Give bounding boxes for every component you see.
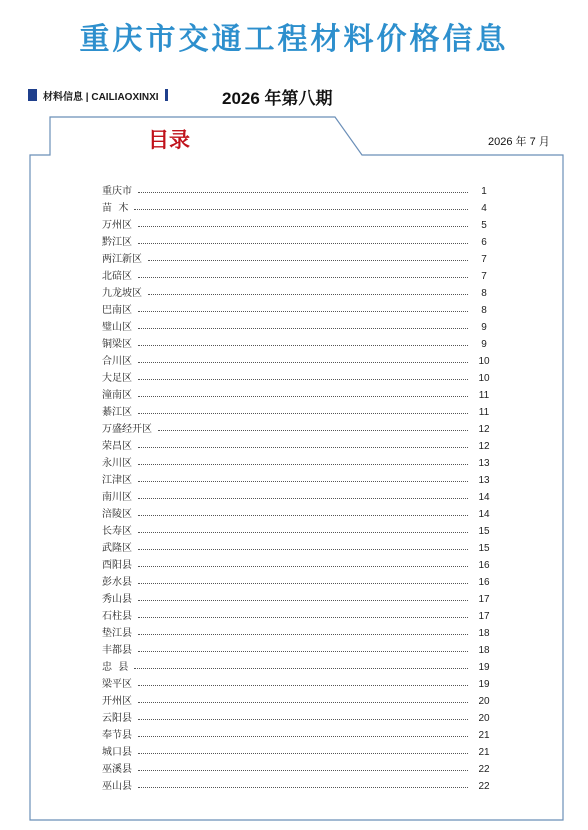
toc-entry bbox=[102, 469, 494, 486]
toc-entry bbox=[102, 520, 494, 537]
toc-entry-name: 酉阳县 bbox=[102, 560, 132, 571]
toc-entry bbox=[102, 724, 494, 741]
toc-entry-name: 两江新区 bbox=[102, 254, 142, 265]
toc-entry-name: 巴南区 bbox=[102, 305, 132, 316]
toc-entry bbox=[102, 248, 494, 265]
toc-entry-page: 9 bbox=[481, 322, 487, 333]
toc-entry bbox=[102, 214, 494, 231]
toc-entry bbox=[102, 299, 494, 316]
toc-entry bbox=[102, 418, 494, 435]
toc-entry-name: 荣昌区 bbox=[102, 441, 132, 452]
issue-number: 2026 年第八期 bbox=[222, 89, 333, 108]
toc-entry-name: 城口县 bbox=[102, 747, 132, 758]
toc-leader bbox=[138, 192, 468, 193]
toc-entry-name: 秀山县 bbox=[102, 594, 132, 605]
toc-leader bbox=[138, 498, 468, 499]
toc-entry-page: 7 bbox=[481, 254, 487, 265]
toc-entry-page: 8 bbox=[481, 305, 487, 316]
toc-entry bbox=[102, 452, 494, 469]
toc-leader bbox=[138, 617, 468, 618]
brand-label: 材料信息 | CAILIAOXINXI bbox=[43, 91, 159, 103]
toc-entry-page: 21 bbox=[478, 730, 490, 741]
toc-leader bbox=[138, 277, 468, 278]
toc-entry-page: 20 bbox=[478, 713, 490, 724]
toc-entry bbox=[102, 571, 494, 588]
toc-entry-page: 13 bbox=[478, 458, 490, 469]
toc-leader bbox=[138, 311, 468, 312]
toc-entry bbox=[102, 690, 494, 707]
toc-entry-page: 19 bbox=[478, 662, 490, 673]
toc-entry bbox=[102, 775, 494, 792]
page-title: 重庆市交通工程材料价格信息 bbox=[79, 22, 509, 57]
toc-entry-page: 17 bbox=[478, 594, 490, 605]
toc-entry-page: 12 bbox=[478, 441, 490, 452]
toc-leader bbox=[138, 787, 468, 788]
toc-entry-page: 18 bbox=[478, 628, 490, 639]
toc-leader bbox=[138, 379, 468, 380]
toc-entry-name: 璧山区 bbox=[102, 322, 132, 333]
toc-entry-name: 武隆区 bbox=[102, 543, 132, 554]
toc-entry bbox=[102, 656, 494, 673]
toc-entry-name: 万州区 bbox=[102, 220, 132, 231]
toc-entry bbox=[102, 639, 494, 656]
toc-entry-page: 11 bbox=[478, 407, 490, 418]
toc-leader bbox=[148, 294, 468, 295]
toc-entry bbox=[102, 367, 494, 384]
toc-entry bbox=[102, 741, 494, 758]
toc-entry-page: 1 bbox=[481, 186, 487, 197]
toc-entry-name: 涪陵区 bbox=[102, 509, 132, 520]
toc-entry-page: 21 bbox=[478, 747, 490, 758]
toc-entry-page: 22 bbox=[478, 781, 490, 792]
toc-leader bbox=[138, 651, 468, 652]
toc-leader bbox=[138, 481, 468, 482]
toc-entry-name: 开州区 bbox=[102, 696, 132, 707]
toc-leader bbox=[138, 753, 468, 754]
toc-entry bbox=[102, 673, 494, 690]
toc-entry-name: 垫江县 bbox=[102, 628, 132, 639]
toc-entry-name: 大足区 bbox=[102, 373, 132, 384]
toc-entry-page: 19 bbox=[478, 679, 490, 690]
toc-entry-page: 13 bbox=[478, 475, 490, 486]
toc-entry-page: 16 bbox=[478, 577, 490, 588]
toc-entry-page: 22 bbox=[478, 764, 490, 775]
toc-entry-name: 丰都县 bbox=[102, 645, 132, 656]
toc-leader bbox=[138, 226, 468, 227]
toc-leader bbox=[138, 447, 468, 448]
toc-entry-name: 北碚区 bbox=[102, 271, 132, 282]
toc-entry-page: 8 bbox=[481, 288, 487, 299]
toc-entry-name: 黔江区 bbox=[102, 237, 132, 248]
toc-leader bbox=[138, 566, 468, 567]
toc-entry-page: 12 bbox=[478, 424, 490, 435]
toc-entry-name: 奉节县 bbox=[102, 730, 132, 741]
toc-entry-page: 10 bbox=[478, 356, 490, 367]
toc-leader bbox=[138, 583, 468, 584]
toc-leader bbox=[138, 328, 468, 329]
toc-entry bbox=[102, 333, 494, 350]
toc-entry-name: 永川区 bbox=[102, 458, 132, 469]
toc-leader bbox=[148, 260, 468, 261]
toc-entry-page: 17 bbox=[478, 611, 490, 622]
toc-entry-name: 万盛经开区 bbox=[102, 424, 152, 435]
toc-entry bbox=[102, 350, 494, 367]
toc-entry-name: 苗 木 bbox=[102, 203, 129, 214]
toc-entry-name: 石柱县 bbox=[102, 611, 132, 622]
toc-leader bbox=[138, 770, 468, 771]
toc-leader bbox=[138, 719, 468, 720]
toc-leader bbox=[138, 396, 468, 397]
toc-entry-name: 巫山县 bbox=[102, 781, 132, 792]
toc-entry bbox=[102, 435, 494, 452]
toc-entry-page: 15 bbox=[478, 526, 490, 537]
toc-leader bbox=[138, 549, 468, 550]
toc-entry bbox=[102, 316, 494, 333]
toc-entry-name: 合川区 bbox=[102, 356, 132, 367]
toc-entry-name: 綦江区 bbox=[102, 407, 132, 418]
toc-leader bbox=[158, 430, 468, 431]
toc-entry-name: 云阳县 bbox=[102, 713, 132, 724]
toc-list bbox=[102, 180, 494, 792]
toc-entry-name: 潼南区 bbox=[102, 390, 132, 401]
toc-entry-name: 铜梁区 bbox=[102, 339, 132, 350]
toc-leader bbox=[138, 702, 468, 703]
toc-entry bbox=[102, 554, 494, 571]
toc-entry-page: 14 bbox=[478, 509, 490, 520]
toc-entry bbox=[102, 758, 494, 775]
toc-entry bbox=[102, 605, 494, 622]
toc-leader bbox=[138, 685, 468, 686]
toc-entry-name: 巫溪县 bbox=[102, 764, 132, 775]
toc-entry-page: 16 bbox=[478, 560, 490, 571]
toc-entry-page: 4 bbox=[481, 203, 487, 214]
toc-leader bbox=[138, 736, 468, 737]
toc-entry bbox=[102, 282, 494, 299]
toc-entry-name: 梁平区 bbox=[102, 679, 132, 690]
toc-leader bbox=[134, 209, 468, 210]
toc-entry-page: 20 bbox=[478, 696, 490, 707]
toc-entry-name: 九龙坡区 bbox=[102, 288, 142, 299]
toc-entry bbox=[102, 180, 494, 197]
toc-entry bbox=[102, 537, 494, 554]
toc-leader bbox=[138, 413, 468, 414]
toc-entry-name: 重庆市 bbox=[102, 186, 132, 197]
toc-leader bbox=[134, 668, 468, 669]
toc-entry bbox=[102, 197, 494, 214]
toc-entry-page: 5 bbox=[481, 220, 487, 231]
toc-entry bbox=[102, 622, 494, 639]
toc-entry-name: 南川区 bbox=[102, 492, 132, 503]
toc-leader bbox=[138, 362, 468, 363]
toc-entry-page: 15 bbox=[478, 543, 490, 554]
toc-entry-name: 彭水县 bbox=[102, 577, 132, 588]
toc-entry bbox=[102, 265, 494, 282]
toc-entry-name: 江津区 bbox=[102, 475, 132, 486]
toc-entry-page: 11 bbox=[478, 390, 490, 401]
toc-entry bbox=[102, 401, 494, 418]
toc-entry-page: 18 bbox=[478, 645, 490, 656]
toc-entry bbox=[102, 707, 494, 724]
toc-entry-page: 9 bbox=[481, 339, 487, 350]
toc-entry-page: 6 bbox=[481, 237, 487, 248]
toc-leader bbox=[138, 515, 468, 516]
toc-entry-page: 10 bbox=[478, 373, 490, 384]
toc-entry bbox=[102, 384, 494, 401]
toc-entry-name: 忠 县 bbox=[102, 662, 129, 673]
toc-date: 2026 年 7 月 bbox=[488, 136, 550, 148]
toc-entry-page: 7 bbox=[481, 271, 487, 282]
toc-leader bbox=[138, 464, 468, 465]
toc-leader bbox=[138, 345, 468, 346]
toc-entry bbox=[102, 231, 494, 248]
toc-entry-name: 长寿区 bbox=[102, 526, 132, 537]
toc-leader bbox=[138, 532, 468, 533]
toc-entry bbox=[102, 503, 494, 520]
toc-entry bbox=[102, 588, 494, 605]
toc-leader bbox=[138, 634, 468, 635]
toc-heading: 目录 bbox=[148, 127, 190, 152]
toc-leader bbox=[138, 600, 468, 601]
toc-entry-page: 14 bbox=[478, 492, 490, 503]
toc-leader bbox=[138, 243, 468, 244]
toc-entry bbox=[102, 486, 494, 503]
